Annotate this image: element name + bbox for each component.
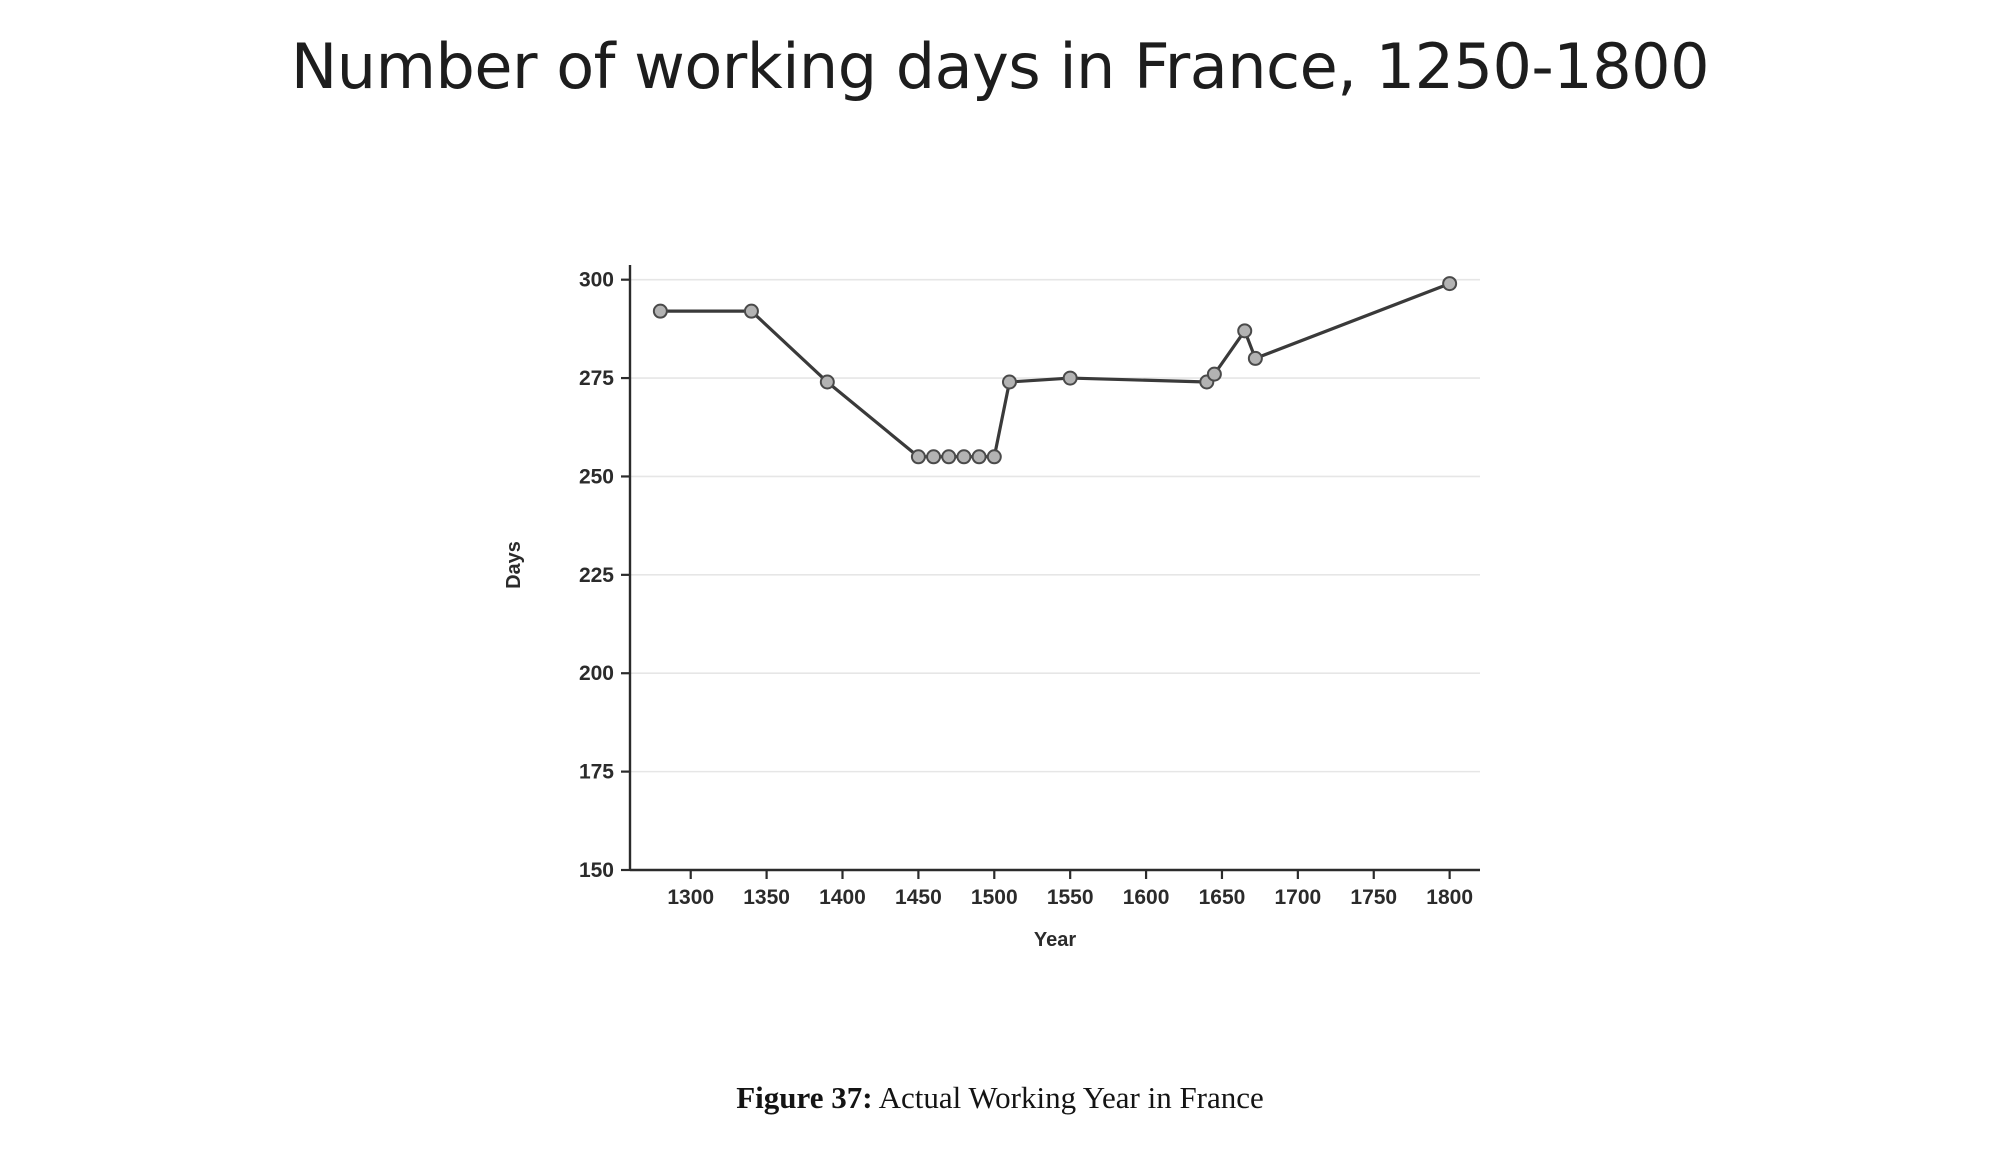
figure-caption-label: Figure 37:: [736, 1080, 873, 1115]
data-point-marker: [1238, 324, 1251, 337]
data-point-marker: [912, 450, 925, 463]
x-tick-label: 1300: [667, 886, 715, 909]
y-tick-label: 150: [578, 859, 614, 882]
data-point-marker: [973, 450, 986, 463]
chart-figure: [0, 230, 2000, 1030]
data-point-marker: [821, 376, 834, 389]
data-point-marker: [988, 450, 1001, 463]
data-point-marker: [1208, 368, 1221, 381]
y-tick-label: 300: [578, 268, 614, 292]
y-tick-label: 200: [578, 662, 614, 686]
data-point-marker: [1064, 372, 1077, 385]
y-tick-label: 275: [578, 367, 614, 391]
data-point-marker: [942, 450, 955, 463]
x-tick-label: 1750: [1350, 886, 1398, 909]
data-point-marker: [745, 305, 758, 318]
x-axis-title: Year: [1033, 929, 1077, 951]
data-point-marker: [1443, 277, 1456, 290]
x-tick-label: 1650: [1198, 886, 1246, 909]
y-tick-label: 250: [578, 465, 614, 489]
series-line: [660, 284, 1449, 457]
figure-caption: [0, 1080, 2000, 1116]
x-tick-label: 1600: [1122, 886, 1170, 909]
data-point-marker: [1003, 376, 1016, 389]
figure-caption-text: Actual Working Year in France: [872, 1080, 1264, 1115]
data-point-marker: [927, 450, 940, 463]
x-tick-label: 1550: [1046, 886, 1094, 909]
y-tick-label: 225: [578, 563, 614, 587]
x-tick-label: 1500: [970, 886, 1018, 909]
x-tick-label: 1700: [1274, 886, 1322, 909]
data-point-marker: [654, 305, 667, 318]
x-tick-label: 1450: [895, 886, 942, 909]
x-tick-label: 1800: [1426, 886, 1474, 909]
page-title: Number of working days in France, 1250-1800: [290, 30, 1710, 103]
data-point-marker: [1249, 352, 1262, 365]
y-axis-title: Days: [503, 541, 525, 589]
x-tick-label: 1350: [743, 886, 790, 909]
y-tick-label: 175: [578, 760, 614, 784]
data-point-marker: [957, 450, 970, 463]
line-chart: [480, 230, 1520, 990]
x-tick-label: 1400: [819, 886, 866, 909]
